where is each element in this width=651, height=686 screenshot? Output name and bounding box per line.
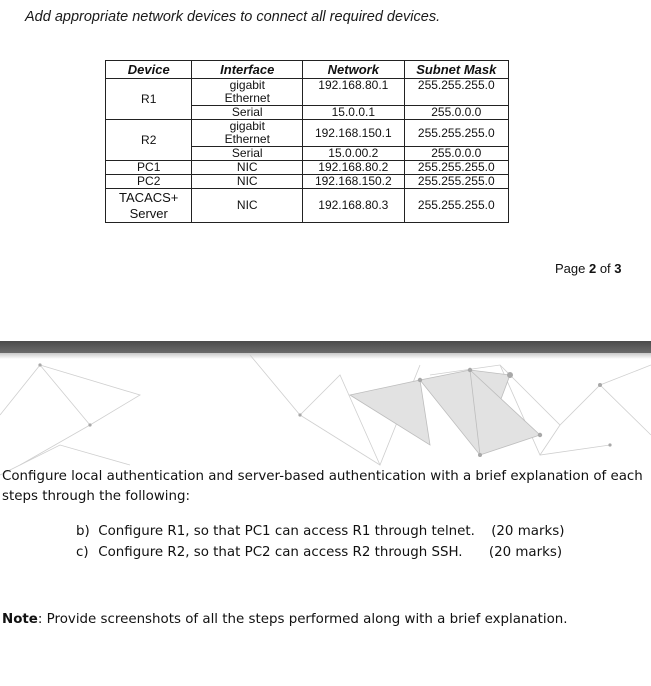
r1-gig-network: 192.168.80.1 — [303, 79, 405, 106]
device-r1: R1 — [106, 79, 192, 120]
table-row-r2-gigabit — [106, 120, 509, 147]
step-marks: (20 marks) — [488, 545, 563, 560]
header-divider-bar — [0, 341, 651, 353]
page-middle: of — [596, 261, 615, 276]
device-tacacs-server — [106, 189, 192, 223]
note-label: Note — [2, 612, 38, 627]
table-row-pc1 — [106, 161, 509, 175]
r2-gig-iface-line1: gigabit — [229, 119, 265, 133]
device-table — [105, 60, 509, 223]
list-item — [76, 542, 564, 563]
table-row-tacacs — [106, 189, 509, 223]
r2-gig-interface — [192, 120, 303, 147]
device-pc1: PC1 — [106, 161, 192, 175]
r1-gig-iface-line2: Ethernet — [224, 91, 270, 105]
page-prefix: Page — [555, 261, 589, 276]
header-device: Device — [106, 61, 192, 79]
network-background-graphic — [0, 355, 651, 485]
r1-gig-mask: 255.255.255.0 — [404, 79, 508, 106]
r2-serial-mask: 255.0.0.0 — [404, 147, 508, 161]
tacacs-mask: 255.255.255.0 — [404, 189, 508, 223]
tacacs-line1: TACACS+ — [119, 189, 179, 205]
note-text — [2, 612, 568, 627]
steps-list — [76, 521, 564, 563]
r2-gig-iface-line2: Ethernet — [224, 132, 270, 146]
page-current: 2 — [588, 261, 597, 276]
r1-serial-mask: 255.0.0.0 — [404, 106, 508, 120]
step-letter: b) — [76, 524, 90, 539]
note-body: : Provide screenshots of all the steps performed along with a brief explanation. — [37, 612, 568, 627]
device-r2: R2 — [106, 120, 192, 161]
table-header-row — [106, 61, 509, 79]
table-row-pc2 — [106, 175, 509, 189]
r1-gig-interface — [192, 79, 303, 106]
device-pc2: PC2 — [106, 175, 192, 189]
table-row-r1-gigabit — [106, 79, 509, 106]
pc2-mask: 255.255.255.0 — [404, 175, 508, 189]
step-text: Configure R1, so that PC1 can access R1 through telnet. — [98, 524, 475, 539]
r2-gig-network: 192.168.150.1 — [303, 120, 405, 147]
page-total: 3 — [614, 261, 622, 276]
step-marks: (20 marks) — [491, 524, 565, 539]
step-text: Configure R2, so that PC2 can access R2 through SSH. — [98, 545, 463, 560]
r1-serial-interface: Serial — [192, 106, 303, 120]
pc1-interface: NIC — [192, 161, 303, 175]
r2-serial-interface: Serial — [192, 147, 303, 161]
step-letter: c) — [76, 545, 89, 560]
tacacs-line2: Server — [129, 205, 168, 221]
pc1-network: 192.168.80.2 — [303, 161, 405, 175]
r2-serial-network: 15.0.00.2 — [303, 147, 405, 161]
pc2-interface: NIC — [192, 175, 303, 189]
tacacs-interface: NIC — [192, 189, 303, 223]
r1-gig-iface-line1: gigabit — [229, 78, 265, 92]
header-subnet-mask: Subnet Mask — [404, 61, 508, 79]
header-interface: Interface — [192, 61, 303, 79]
task-description: Configure local authentication and server-based authentication with a brief explanation of each steps through the following: — [2, 469, 643, 504]
instruction-text: Add appropriate network devices to connect all required devices. — [25, 9, 441, 25]
r2-gig-mask: 255.255.255.0 — [404, 120, 508, 147]
pc1-mask: 255.255.255.0 — [404, 161, 508, 175]
list-item — [76, 521, 564, 542]
tacacs-network: 192.168.80.3 — [303, 189, 405, 223]
r1-serial-network: 15.0.0.1 — [303, 106, 405, 120]
pc2-network: 192.168.150.2 — [303, 175, 405, 189]
page-number — [555, 261, 622, 276]
header-network: Network — [303, 61, 405, 79]
